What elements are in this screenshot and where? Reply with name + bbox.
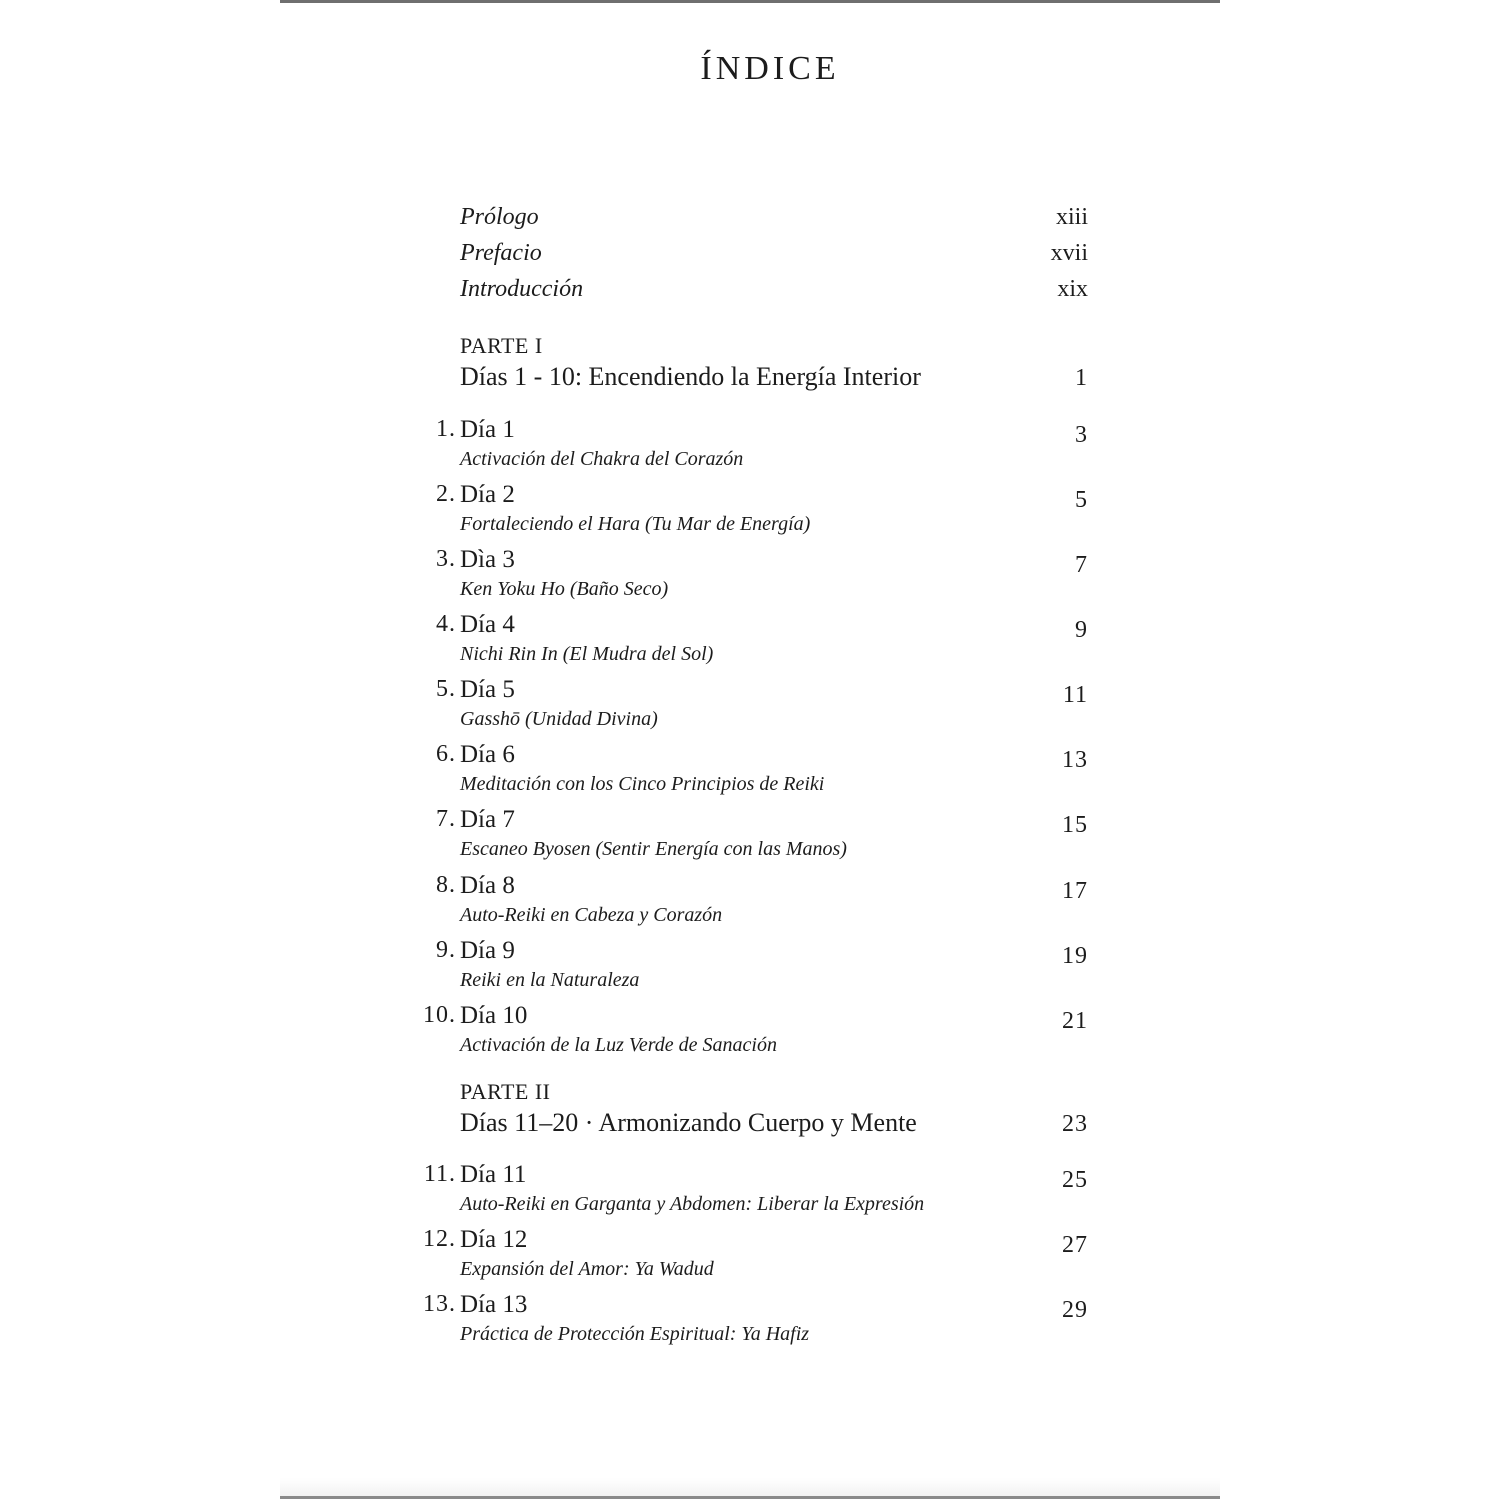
toc-chapter[interactable] — [380, 741, 1088, 801]
chapter-number: 8. — [436, 872, 456, 898]
toc-page-number: 23 — [1062, 1111, 1088, 1137]
chapter-subtitle: Activación del Chakra del Corazón — [460, 448, 744, 470]
chapter-title: Dìa 3 — [460, 546, 515, 573]
chapter-title: Día 7 — [460, 806, 515, 833]
chapter-title: Día 4 — [460, 611, 515, 638]
toc-chapter[interactable] — [380, 481, 1088, 541]
part-title: Días 1 - 10: Encendiendo la Energía Interior — [460, 362, 921, 391]
toc-chapter[interactable] — [380, 872, 1088, 932]
chapter-number: 5. — [436, 676, 456, 702]
part-label: PARTE II — [460, 1079, 551, 1104]
toc-page-number: 29 — [1062, 1297, 1088, 1323]
toc-front-label: Introducción — [460, 276, 584, 302]
toc-page-number: 19 — [1062, 943, 1088, 969]
chapter-title: Día 10 — [460, 1002, 528, 1029]
toc-page-number: 9 — [1075, 617, 1088, 643]
toc-chapter[interactable] — [380, 1291, 1088, 1351]
chapter-subtitle: Nichi Rin In (El Mudra del Sol) — [460, 643, 714, 665]
chapter-number: 4. — [436, 611, 456, 637]
chapter-title: Día 11 — [460, 1161, 527, 1188]
toc-chapter[interactable] — [380, 806, 1088, 866]
chapter-title: Día 9 — [460, 937, 515, 964]
chapter-number: 9. — [436, 937, 456, 963]
chapter-number: 13. — [423, 1291, 456, 1317]
page-title: ÍNDICE — [700, 50, 840, 87]
chapter-number: 12. — [423, 1226, 456, 1252]
toc-page-number: xvii — [1050, 240, 1088, 266]
toc-page-number: 11 — [1062, 682, 1088, 708]
chapter-number: 10. — [423, 1002, 456, 1028]
toc-part-2[interactable] — [460, 1108, 1088, 1138]
part-label: PARTE I — [460, 333, 543, 358]
toc-page-number: xiii — [1055, 204, 1088, 230]
toc-chapter[interactable] — [380, 416, 1088, 476]
chapter-number: 2. — [436, 481, 456, 507]
toc-front-prefacio[interactable] — [460, 240, 1088, 274]
chapter-subtitle: Práctica de Protección Espiritual: Ya Hafiz — [460, 1323, 810, 1345]
chapter-subtitle: Activación de la Luz Verde de Sanación — [460, 1034, 777, 1056]
chapter-subtitle: Escaneo Byosen (Sentir Energía con las Manos) — [460, 838, 847, 860]
toc-page-number: 13 — [1062, 747, 1088, 773]
chapter-subtitle: Meditación con los Cinco Principios de Reiki — [460, 773, 825, 795]
toc-front-prologo[interactable] — [460, 204, 1088, 238]
chapter-title: Día 6 — [460, 741, 515, 768]
chapter-subtitle: Ken Yoku Ho (Baño Seco) — [460, 578, 669, 600]
toc-front-label: Prólogo — [460, 204, 539, 230]
toc-chapter[interactable] — [380, 546, 1088, 606]
chapter-subtitle: Reiki en la Naturaleza — [460, 969, 640, 991]
toc-chapter[interactable] — [380, 1002, 1088, 1062]
toc-page-number: 15 — [1062, 812, 1088, 838]
toc-page-number: 5 — [1075, 487, 1088, 513]
chapter-title: Día 1 — [460, 416, 515, 443]
toc-page-number: 1 — [1075, 365, 1088, 391]
toc-page-number: 21 — [1062, 1008, 1088, 1034]
toc-chapter[interactable] — [380, 676, 1088, 736]
chapter-number: 7. — [436, 806, 456, 832]
chapter-number: 11. — [423, 1161, 456, 1187]
chapter-title: Día 12 — [460, 1226, 528, 1253]
toc-chapter[interactable] — [380, 1161, 1088, 1221]
toc-front-introduccion[interactable] — [460, 276, 1088, 310]
chapter-title: Día 5 — [460, 676, 515, 703]
toc-front-label: Prefacio — [460, 240, 542, 266]
toc-chapter[interactable] — [380, 611, 1088, 671]
toc-page-number: 17 — [1062, 878, 1088, 904]
chapter-subtitle: Gasshō (Unidad Divina) — [460, 708, 658, 730]
chapter-subtitle: Auto-Reiki en Garganta y Abdomen: Liberar la Expresión — [460, 1193, 925, 1215]
part-title: Días 11–20 · Armonizando Cuerpo y Mente — [460, 1108, 917, 1137]
chapter-subtitle: Expansión del Amor: Ya Wadud — [460, 1258, 714, 1280]
toc-page-number: 25 — [1062, 1167, 1088, 1193]
chapter-title: Día 8 — [460, 872, 515, 899]
chapter-subtitle: Auto-Reiki en Cabeza y Corazón — [460, 904, 723, 926]
chapter-title: Día 2 — [460, 481, 515, 508]
chapter-subtitle: Fortaleciendo el Hara (Tu Mar de Energía) — [460, 513, 811, 535]
chapter-title: Día 13 — [460, 1291, 528, 1318]
toc-part-1[interactable] — [460, 362, 1088, 392]
toc-chapter[interactable] — [380, 937, 1088, 997]
toc-page-number: 27 — [1062, 1232, 1088, 1258]
toc-page-number: 7 — [1075, 552, 1088, 578]
chapter-number: 6. — [436, 741, 456, 767]
toc-page-number: xix — [1057, 276, 1088, 302]
toc-chapter[interactable] — [380, 1226, 1088, 1286]
chapter-number: 1. — [436, 416, 456, 442]
toc-page-number: 3 — [1075, 422, 1088, 448]
chapter-number: 3. — [436, 546, 456, 572]
